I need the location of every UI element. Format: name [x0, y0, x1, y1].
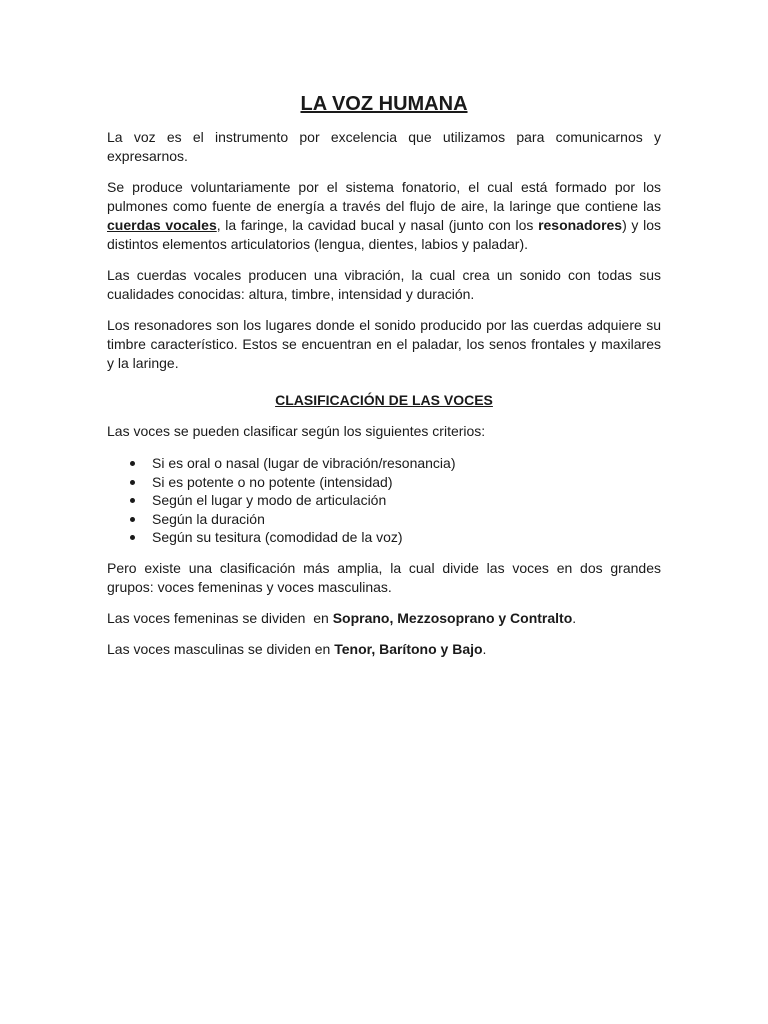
resonators-paragraph: Los resonadores son los lugares donde el sonido producido por las cuerdas adquiere su timbre característico. Estos se encuentran en el paladar, los senos frontales y maxilares y la laringe.	[107, 317, 661, 371]
male-voices-period: .	[482, 640, 487, 657]
female-voices-text: Las voces femeninas se dividen en	[107, 609, 333, 626]
list-item-text: Si es potente o no potente (intensidad)	[152, 473, 393, 490]
male-voices-paragraph	[107, 640, 661, 659]
term-cuerdas-vocales: cuerdas vocales	[107, 217, 217, 233]
section-subtitle: CLASIFICACIÓN DE LAS VOCES	[275, 392, 493, 408]
list-item-text: Según el lugar y modo de articulación	[152, 492, 387, 509]
page-title: LA VOZ HUMANA	[300, 93, 468, 115]
list-item-text: Si es oral o nasal (lugar de vibración/resonancia)	[152, 455, 456, 471]
list-item	[152, 528, 661, 547]
male-voices-text: Las voces masculinas se dividen en	[107, 640, 335, 657]
list-item	[152, 454, 661, 473]
broad-classification-paragraph: Pero existe una clasificación más amplia, la cual divide las voces en dos grandes grupos: voces femeninas y voces masculinas.	[107, 559, 661, 595]
production-text-middle: , la faringe, la cavidad bucal y nasal (junto con los	[216, 217, 539, 233]
female-voice-types: Soprano, Mezzosoprano y Contralto	[332, 609, 573, 626]
list-item	[152, 473, 661, 492]
production-text-end: ) y los distintos elementos articulatorios (lengua, dientes, labios y paladar).	[107, 217, 661, 252]
female-voices-period: .	[572, 609, 577, 626]
bullet-icon	[130, 480, 135, 485]
bullet-icon	[130, 461, 135, 466]
list-item-text: Según su tesitura (comodidad de la voz)	[152, 529, 403, 546]
bullet-icon	[130, 498, 135, 503]
term-resonadores: resonadores	[538, 217, 623, 233]
criteria-intro: Las voces se pueden clasificar según los siguientes criterios:	[107, 423, 486, 439]
bullet-icon	[130, 517, 135, 522]
list-item-text: Según la duración	[152, 510, 265, 527]
list-item	[152, 510, 661, 529]
female-voices-paragraph	[107, 609, 661, 628]
intro-paragraph: La voz es el instrumento por excelencia que utilizamos para comunicarnos y expresarnos.	[107, 129, 661, 164]
list-item	[152, 491, 661, 510]
bullet-icon	[130, 535, 135, 540]
vocal-cords-paragraph: Las cuerdas vocales producen una vibración, la cual crea un sonido con todas sus cualidades conocidas: altura, timbre, intensidad y duración.	[107, 267, 661, 302]
criteria-list	[107, 454, 661, 547]
production-paragraph	[107, 178, 661, 254]
male-voice-types: Tenor, Barítono y Bajo	[334, 640, 483, 657]
production-text-start: Se produce voluntariamente por el sistema fonatorio, el cual está formado por los pulmones como fuente de energía a través del flujo de aire, la laringe que contiene las	[107, 179, 661, 214]
